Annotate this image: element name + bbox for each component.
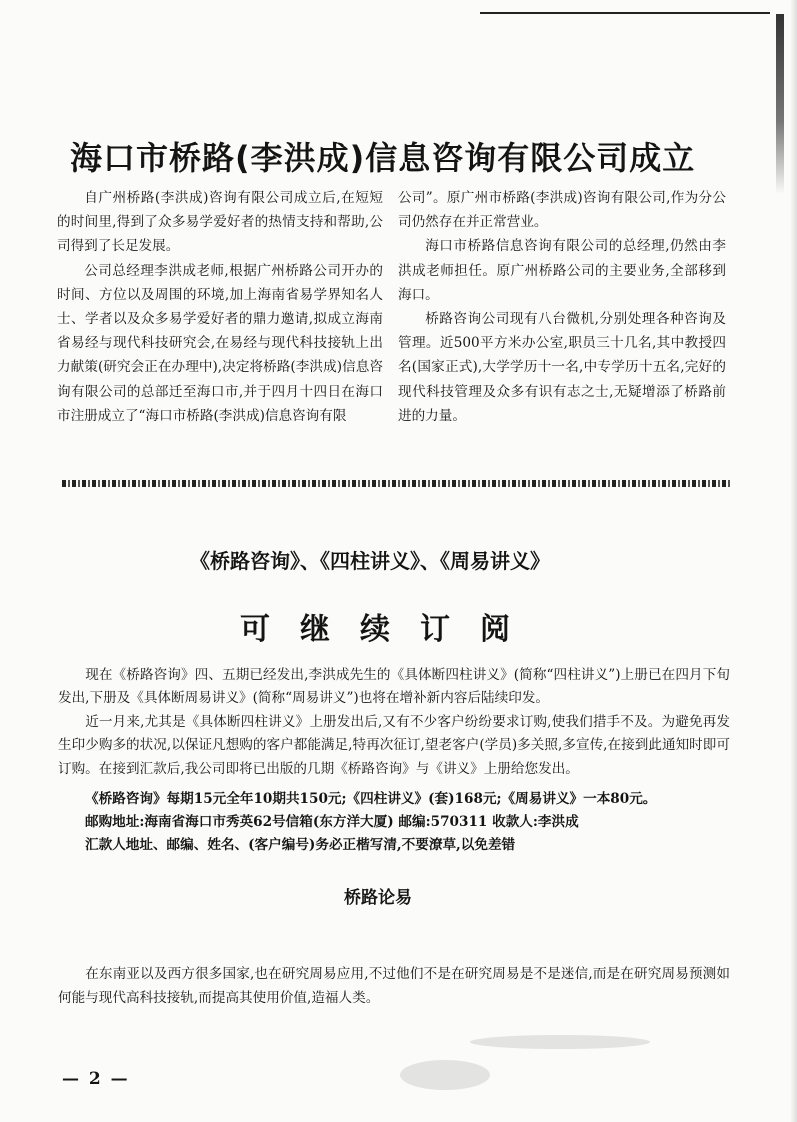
top-rule <box>480 12 770 14</box>
scan-smudge <box>470 1035 650 1049</box>
edge-scan-mark <box>776 14 784 194</box>
discussion-body <box>58 963 730 1010</box>
subscription-paragraph: 现在《桥路咨询》四、五期已经发出,李洪成先生的《具体断四柱讲义》(简称“四柱讲义”)上册已在四月下旬发出,下册及《具体断周易讲义》(简称“周易讲义”)也将在增补新内容后陆续印发。 <box>58 667 730 707</box>
price-list: 《桥路咨询》每期15元全年10期共150元;《四柱讲义》(套)168元;《周易讲义》一本80元。 <box>85 791 657 807</box>
article-paragraph: 自广州桥路(李洪成)咨询有限公司成立后,在短短的时间里,得到了众多易学爱好者的热情支持和帮助,公司得到了长足发展。 <box>57 190 383 255</box>
discussion-paragraph: 在东南亚以及西方很多国家,也在研究周易应用,不过他们不是在研究周易是不是迷信,而是在研究周易预测如何能与现代高科技接轨,而提高其使用价值,造福人类。 <box>58 966 730 1006</box>
article-paragraph: 公司”。原广州市桥路(李洪成)咨询有限公司,作为分公司仍然存在并正常营业。 <box>398 190 726 231</box>
article-left-column <box>57 186 383 428</box>
mailing-address: 邮购地址:海南省海口市秀英62号信箱(东方洋大厦) 邮编:570311 收款人:李洪成 <box>85 814 579 830</box>
article-title: 海口市桥路(李洪成)信息咨询有限公司成立 <box>70 139 696 178</box>
section-divider <box>62 480 730 487</box>
subscription-body <box>58 664 730 781</box>
scan-smudge <box>400 1060 490 1090</box>
discussion-title: 桥路论易 <box>344 888 412 908</box>
article-paragraph: 桥路咨询公司现有八台微机,分别处理各种咨询及管理。近500平方米办公室,职员三十几名,其中教授四名(国家正式),大学学历十一名,中专学历十五名,完好的现代科技管理及众多有识有志之士,无疑增添了桥路前进的力量。 <box>398 311 726 424</box>
edge-shadow <box>790 0 797 1122</box>
article-paragraph: 公司总经理李洪成老师,根据广州桥路公司开办的时间、方位以及周围的环境,加上海南省易学界知名人士、学者以及众多易学爱好者的鼎力邀请,拟成立海南省易经与现代科技研究会,在易经与现代科技接轨上出力献策(研究会正在办理中),决定将桥路(李洪成)信息咨询有限公司的总部迁至海口市,并于四月十四日在海口市注册成立了“海口市桥路(李洪成)信息咨询有限 <box>57 262 383 424</box>
article-paragraph: 海口市桥路信息咨询有限公司的总经理,仍然由李洪成老师担任。原广州桥路公司的主要业务,全部移到海口。 <box>398 238 726 303</box>
subscription-title: 可继续订阅 <box>240 612 540 647</box>
subscription-paragraph: 近一月来,尤其是《具体断四柱讲义》上册发出后,又有不少客户纷纷要求订购,使我们措手不及。为避免再发生印少购多的状况,以保证凡想购的客户都能满足,特再次征订,望老客户(学员)多关照,多宣传,在接到此通知时即可订购。在接到汇款后,我公司即将已出版的几期《桥路咨询》与《讲义》上册给您发出。 <box>58 713 730 777</box>
remittance-note: 汇款人地址、邮编、姓名、(客户编号)务必正楷写清,不要潦草,以免差错 <box>85 837 516 853</box>
page-number: — 2 — <box>62 1069 130 1089</box>
subscription-headline: 《桥路咨询》、《四柱讲义》、《周易讲义》 <box>190 549 550 573</box>
article-right-column <box>398 186 726 428</box>
